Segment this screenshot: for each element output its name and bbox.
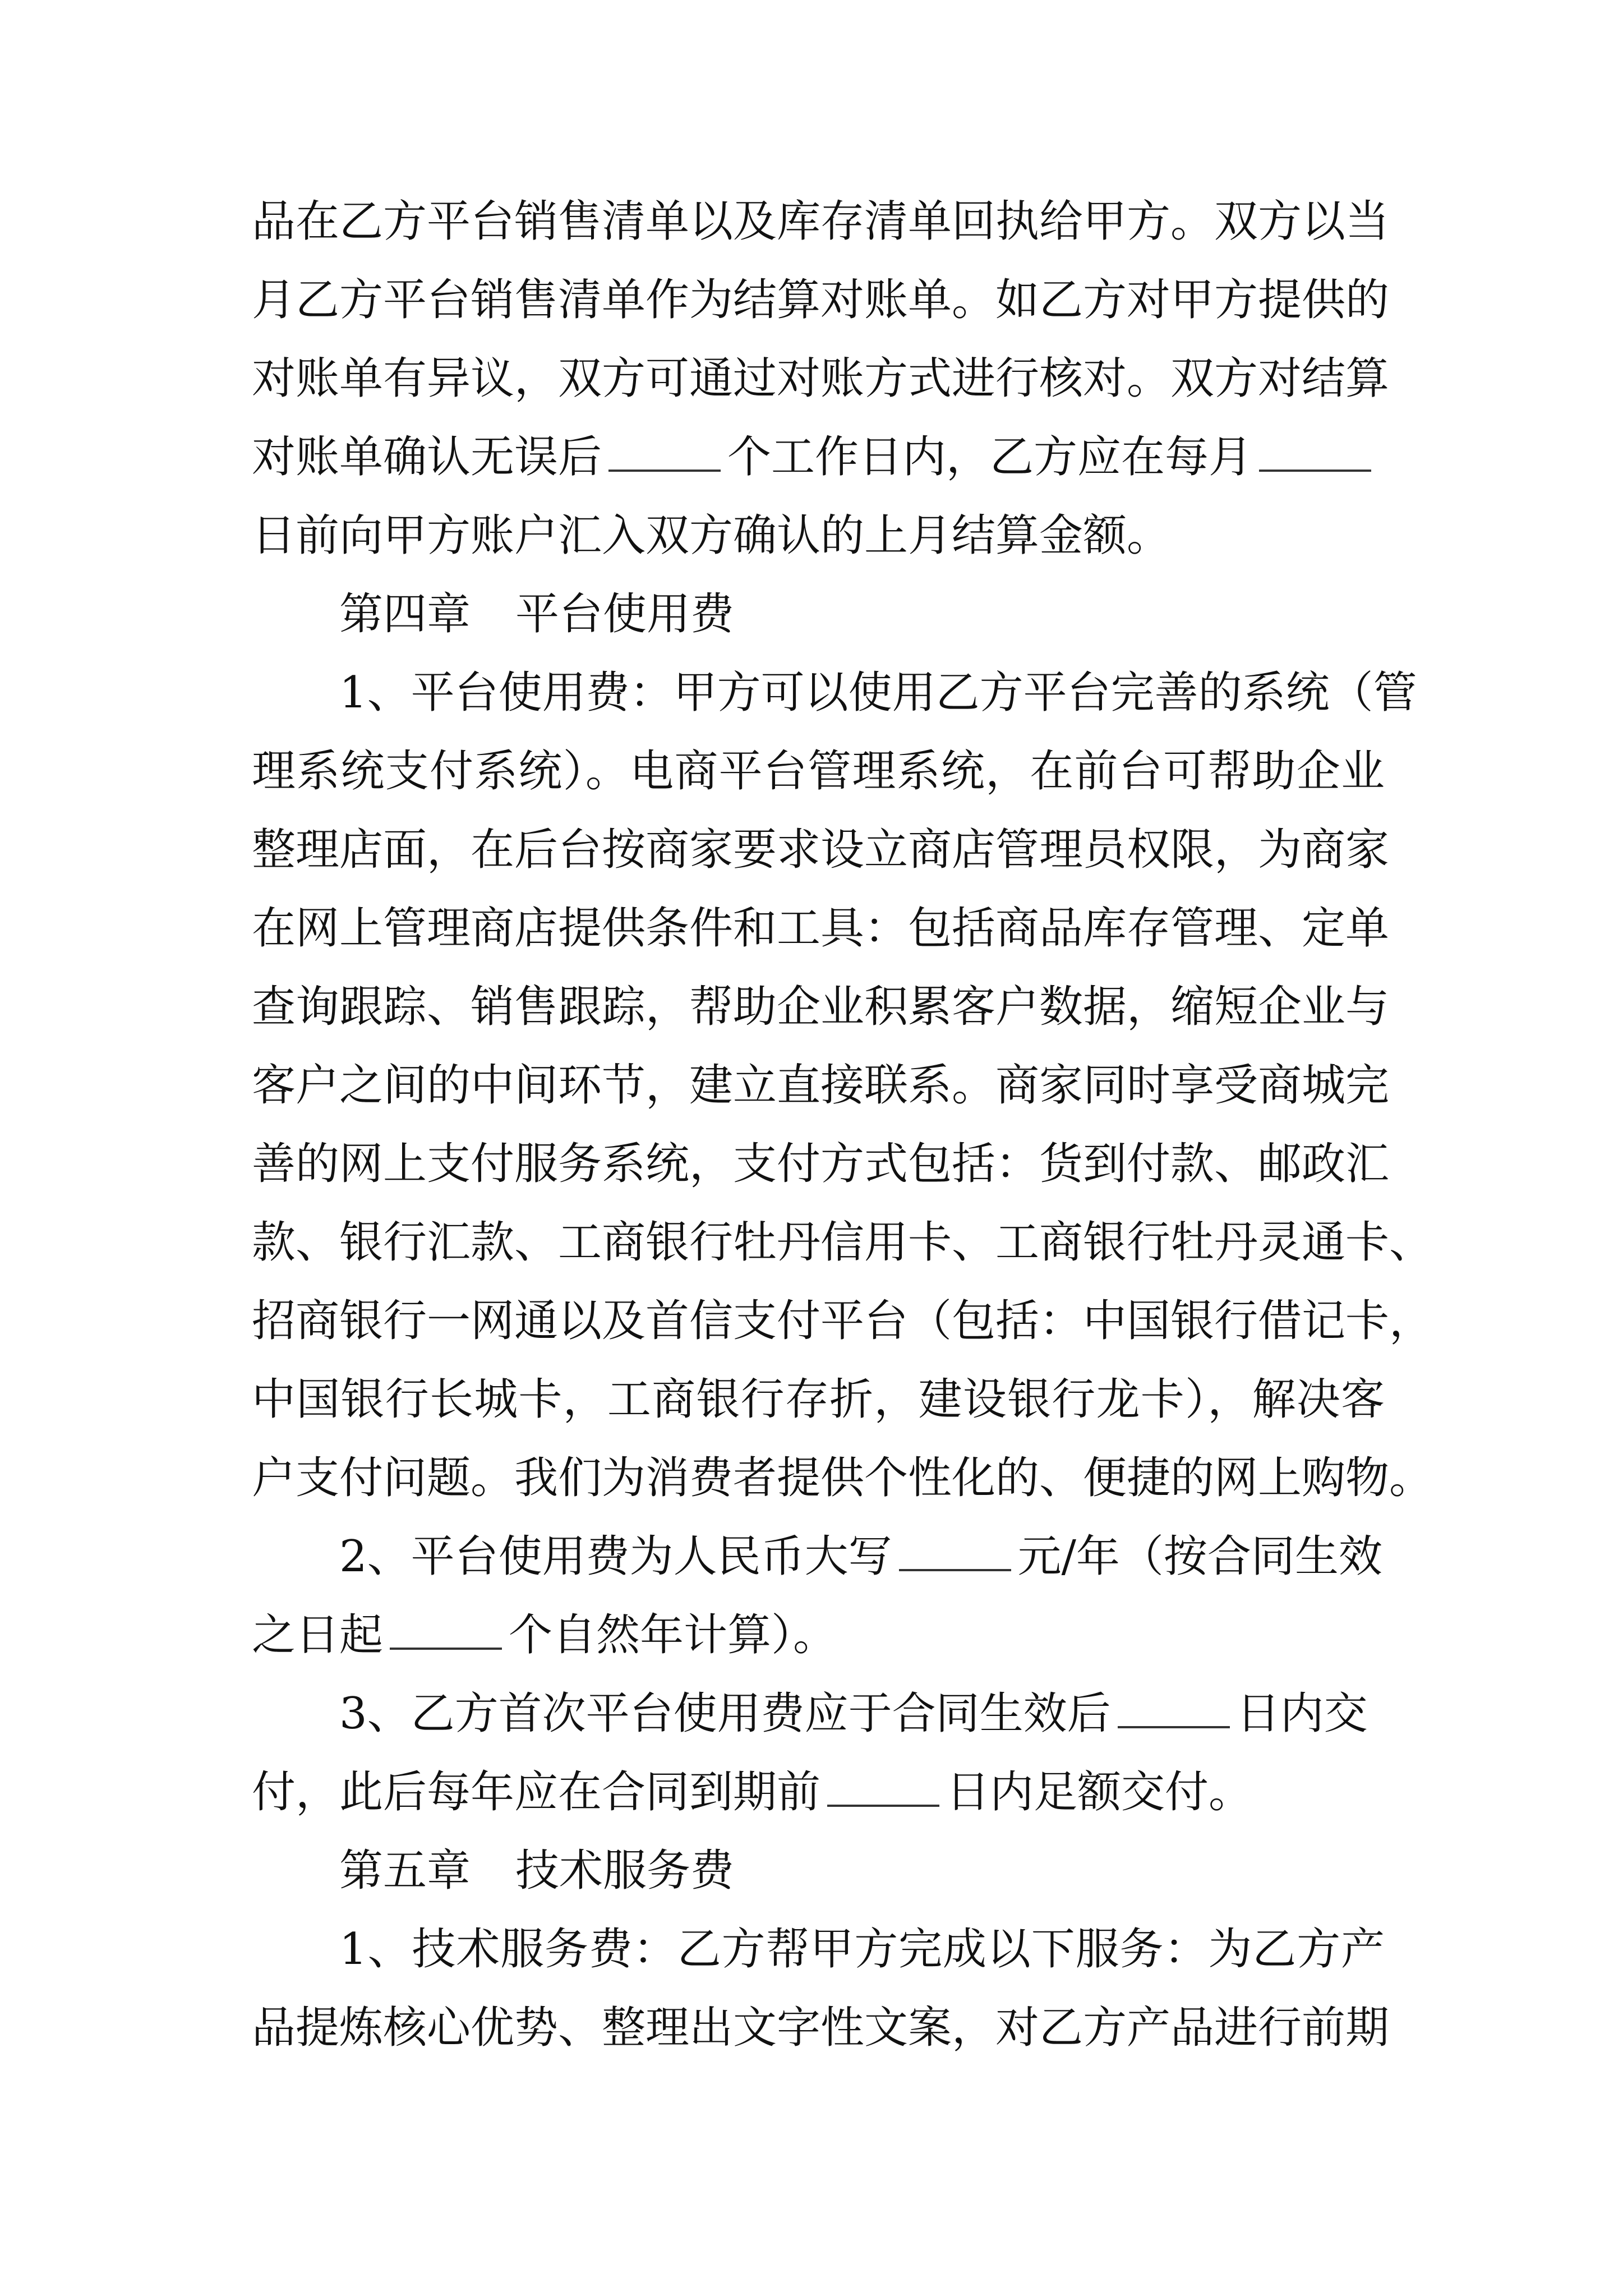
text-line: 之日起 个自然年计算）。 [252, 1596, 837, 1674]
text-line: 整理店面，在后台按商家要求设立商店管理员权限，为商家 [252, 825, 1390, 875]
text-line: 招商银行一网通以及首信支付平台（包括：中国银行借记卡， [252, 1296, 1433, 1346]
fill-in-blank[interactable] [827, 1765, 939, 1807]
text-line: 2、平台使用费为人民币大写 元/年（按合同生效 [339, 1517, 1382, 1596]
text-line: 在网上管理商店提供条件和工具：包括商品库存管理、定单 [252, 903, 1390, 954]
text-line: 对账单有异议，双方可通过对账方式进行核对。双方对结算 [252, 353, 1390, 404]
fill-in-blank[interactable] [608, 430, 721, 472]
fill-in-blank[interactable] [1118, 1687, 1230, 1728]
text-line: 对账单确认无误后 个工作日内，乙方应在每月 [252, 418, 1378, 496]
text-line: 月乙方平台销售清单作为结算对账单。如乙方对甲方提供的 [252, 275, 1390, 325]
fill-in-blank[interactable] [1259, 430, 1371, 472]
chapter-heading: 第四章 平台使用费 [339, 589, 735, 639]
text-line: 1、平台使用费：甲方可以使用乙方平台完善的系统（管 [339, 668, 1417, 718]
text-line: 户支付问题。我们为消费者提供个性化的、便捷的网上购物。 [252, 1453, 1433, 1503]
text-line: 中国银行长城卡，工商银行存折，建设银行龙卡），解决客 [252, 1374, 1385, 1425]
text-line: 品提炼核心优势、整理出文字性文案，对乙方产品进行前期 [252, 2003, 1390, 2053]
text-line: 1、技术服务费：乙方帮甲方完成以下服务：为乙方产 [339, 1924, 1385, 1975]
fill-in-blank[interactable] [899, 1530, 1011, 1571]
text-line: 款、银行汇款、工商银行牡丹信用卡、工商银行牡丹灵通卡、 [252, 1217, 1433, 1268]
text-line: 付，此后每年应在合同到期前 日内足额交付。 [252, 1753, 1252, 1832]
text-line: 善的网上支付服务系统，支付方式包括：货到付款、邮政汇 [252, 1139, 1390, 1189]
fill-in-blank[interactable] [390, 1608, 502, 1650]
chapter-heading: 第五章 技术服务费 [339, 1846, 735, 1896]
text-line: 查询跟踪、销售跟踪，帮助企业积累客户数据，缩短企业与 [252, 982, 1390, 1032]
text-line: 3、乙方首次平台使用费应于合同生效后 日内交 [339, 1674, 1368, 1753]
text-line: 理系统支付系统）。电商平台管理系统，在前台可帮助企业 [252, 746, 1385, 797]
text-line: 品在乙方平台销售清单以及库存清单回执给甲方。双方以当 [252, 196, 1390, 247]
text-line: 客户之间的中间环节，建立直接联系。商家同时享受商城完 [252, 1060, 1390, 1111]
text-line: 日前向甲方账户汇入双方确认的上月结算金额。 [252, 510, 1171, 561]
